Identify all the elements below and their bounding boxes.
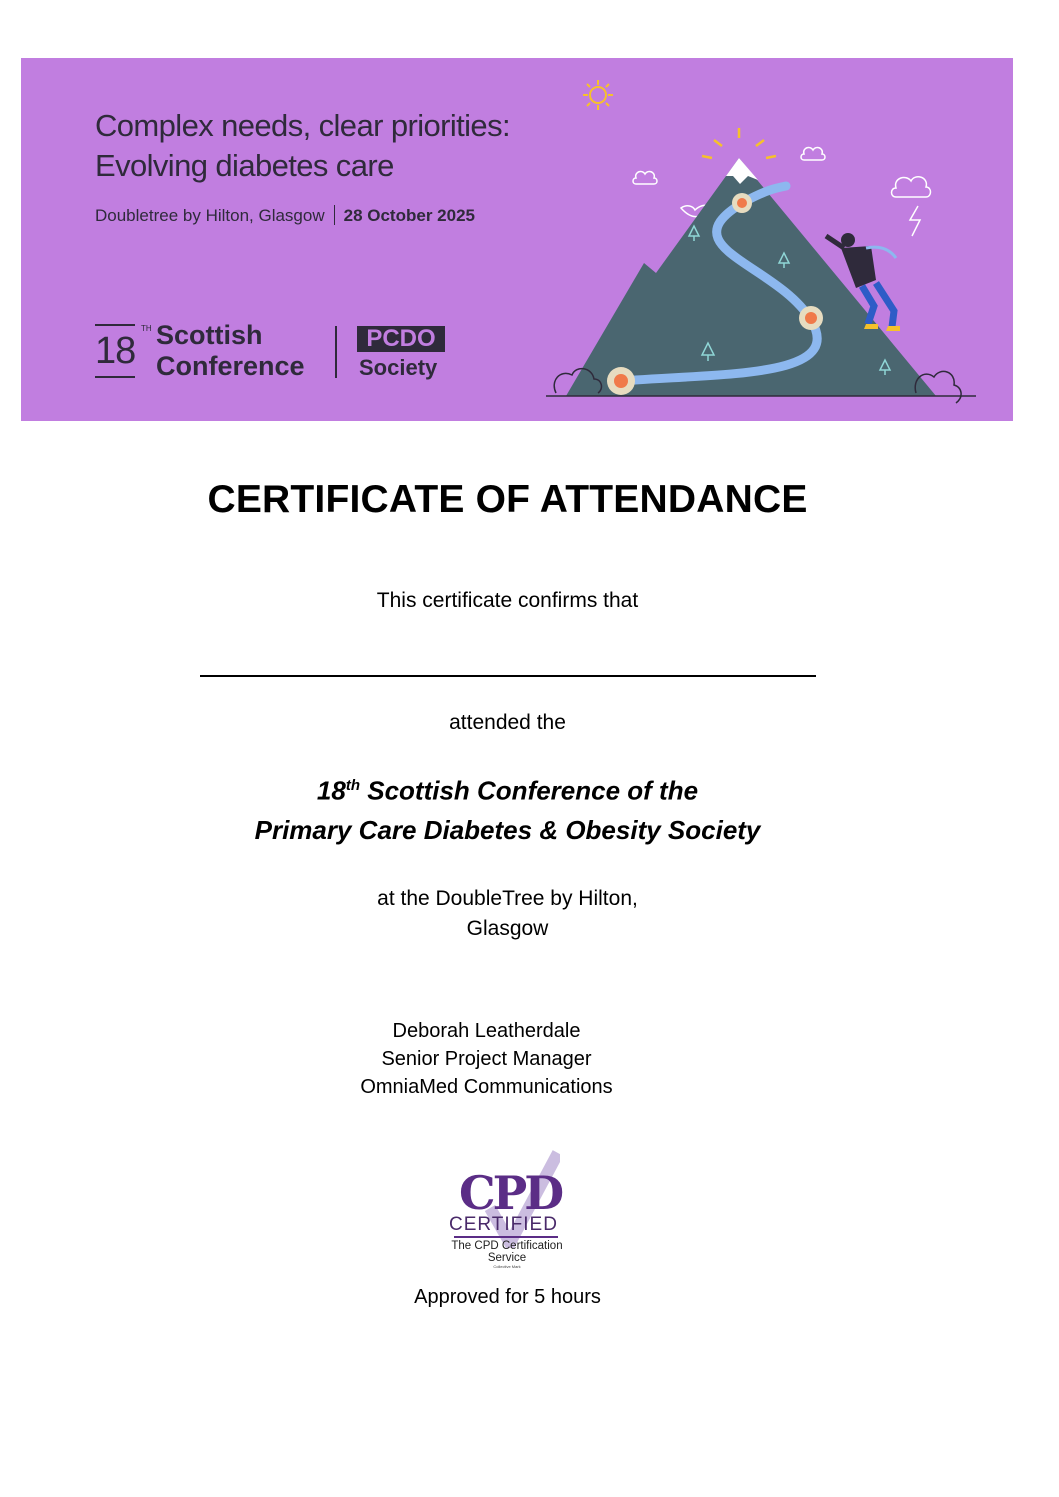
approved-hours: Approved for 5 hours [414, 1286, 601, 1308]
sun-icon [583, 80, 613, 110]
conference-logo-text [156, 320, 305, 382]
event-line-1-rest: Scottish Conference of the [360, 775, 699, 806]
event-ordinal-number: 18 [316, 775, 346, 806]
mountain-climber-illustration [526, 58, 1013, 421]
location-line-1: at the DoubleTree by Hilton, [377, 887, 638, 910]
society-logo-word: Society [359, 355, 438, 380]
signatory-block [280, 1017, 693, 1101]
cpd-service-line-1: The CPD Certification [451, 1240, 563, 1252]
conference-word-1: Scottish [156, 320, 263, 350]
storm-cloud-icon [892, 177, 931, 197]
cpd-certified-word: CERTIFIED [449, 1214, 558, 1235]
conference-word-2: Conference [156, 351, 305, 381]
confirms-text: This certificate confirms that [376, 589, 639, 612]
pcdo-logo-box: PCDO [357, 326, 445, 352]
venue-date-separator [334, 205, 335, 225]
summit-rays [702, 128, 776, 158]
venue-text: Doubletree by Hilton, Glasgow [95, 206, 325, 225]
event-ordinal-suffix: th [345, 777, 361, 794]
signatory-name: Deborah Leatherdale [392, 1020, 581, 1042]
cloud-icon [801, 147, 825, 160]
lightning-icon [910, 206, 920, 236]
headline-line-2: Evolving diabetes care [95, 148, 394, 183]
conference-banner [21, 58, 1013, 421]
attendee-name-line [200, 675, 816, 677]
cpd-letters: CPD [459, 1166, 562, 1220]
event-line-1 [0, 766, 1015, 811]
logo-ordinal: TH [141, 324, 152, 333]
event-name [0, 766, 1015, 850]
logo-bottom-bar [95, 376, 135, 378]
event-date: 28 October 2025 [343, 206, 475, 225]
signatory-company: OmniaMed Communications [360, 1076, 613, 1098]
headline-line-1: Complex needs, clear priorities: [95, 108, 510, 143]
cpd-certified-logo [440, 1148, 580, 1270]
signatory-role: Senior Project Manager [381, 1048, 592, 1070]
banner-venue-date [95, 205, 475, 226]
cpd-service-line-2: Service [487, 1252, 527, 1264]
certificate-title: CERTIFICATE OF ATTENDANCE [207, 478, 808, 521]
cpd-collective-mark: Collective Mark [493, 1264, 521, 1269]
logo-separator [335, 326, 337, 378]
cpd-rule [454, 1236, 558, 1238]
event-location [0, 884, 1015, 944]
event-line-2: Primary Care Diabetes & Obesity Society [254, 814, 761, 845]
logo-number: 18 [95, 330, 136, 372]
logo-top-bar [95, 324, 135, 326]
attended-text: attended the [449, 711, 566, 734]
eighteenth-logo [95, 324, 152, 380]
location-line-2: Glasgow [466, 917, 549, 940]
cloud-icon [633, 171, 657, 184]
cpd-service-name [440, 1240, 574, 1264]
